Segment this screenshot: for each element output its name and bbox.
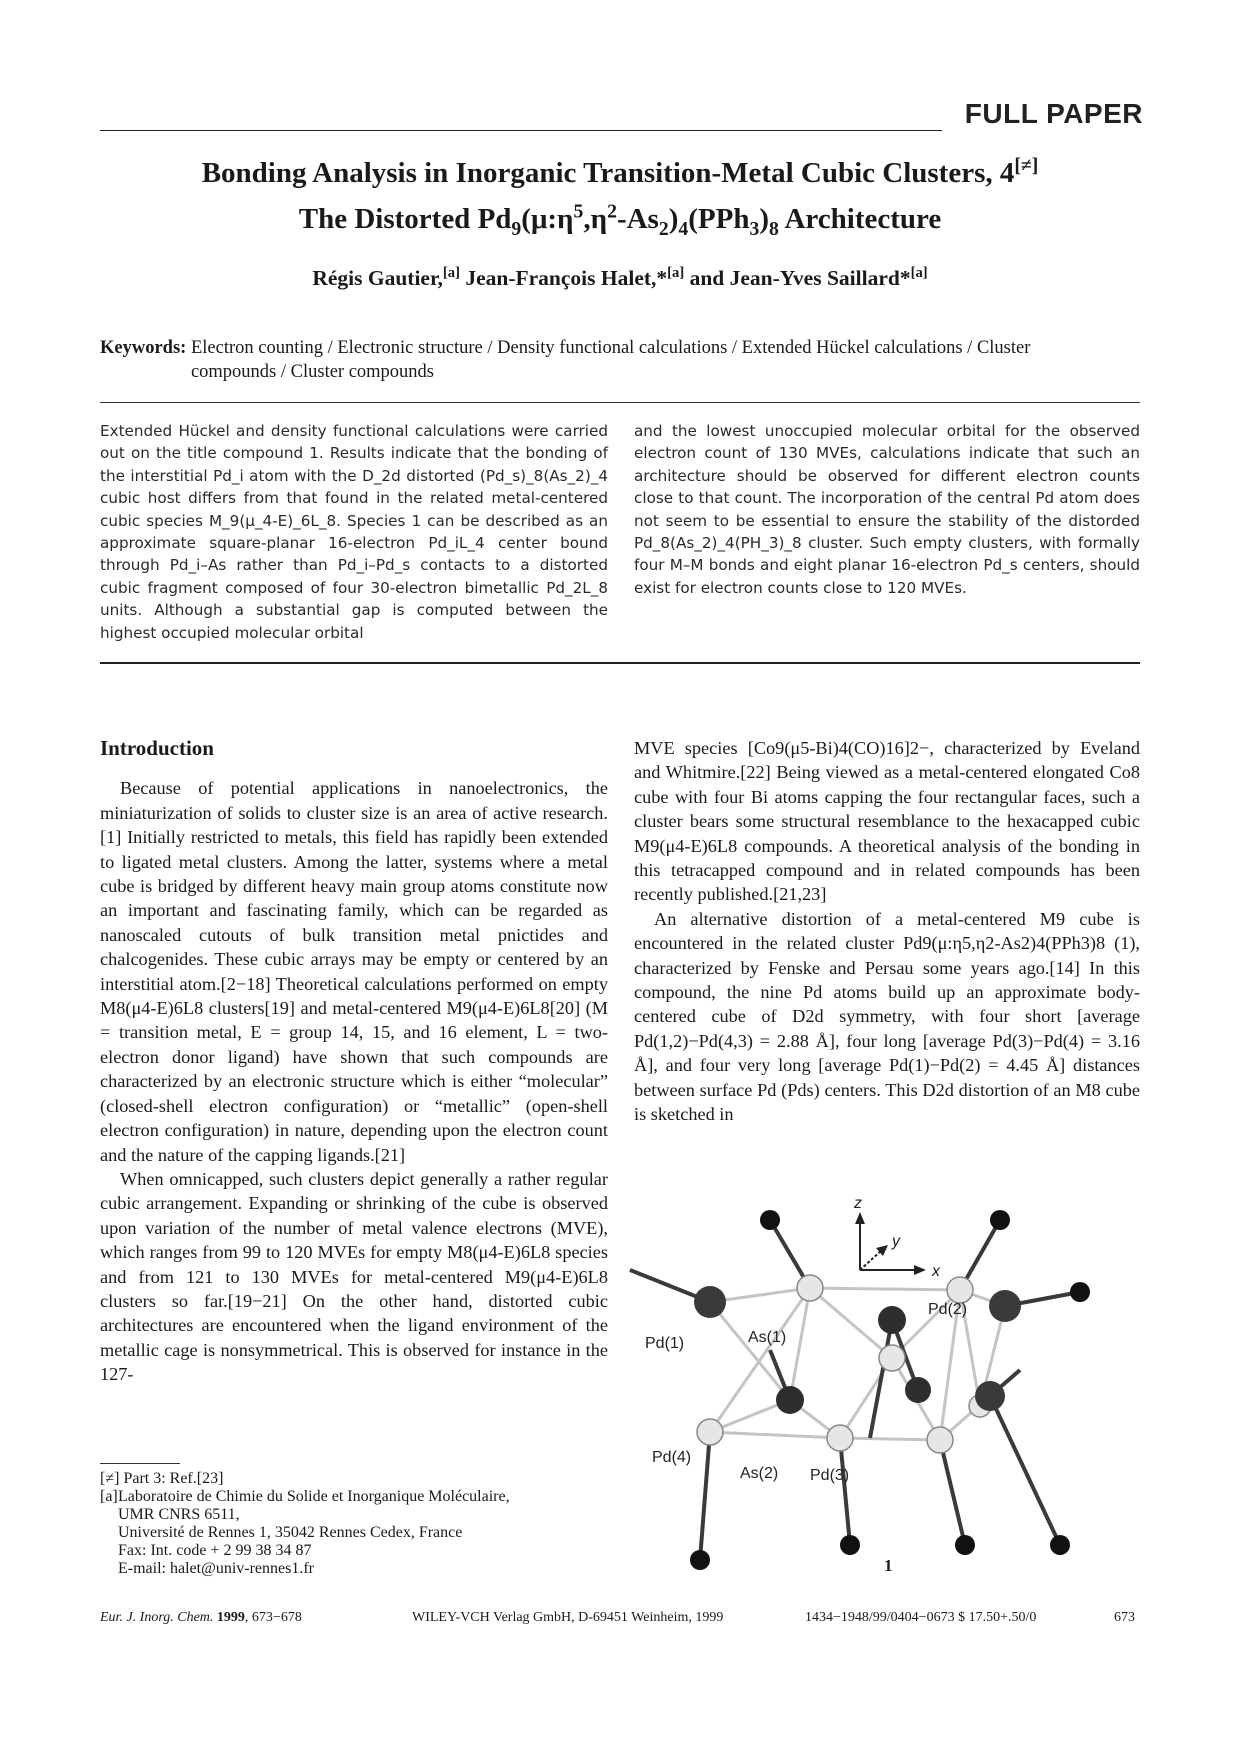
atom-label-as1: As(1) [748,1329,787,1346]
page-number: 673 [1114,1610,1135,1625]
axis-y-label: y [892,1233,900,1250]
atom-label-pd1: Pd(1) [645,1335,685,1352]
keywords [100,336,1140,384]
structure-figure [645,1190,1120,1575]
abstract-left: Extended Hückel and density functional calculations were carried out on the title compound 1. Results indicate that the bonding of the interstitial Pd_i atom with the D_2d distorted (Pd_s)_8(As_2)_4 cubic host differs from that found in the related metal-centered cubic species M_9(μ_4-E)_6L_8. Species 1 can be described as an approximate square-planar 16-electron Pd_iL_4 center bound through Pd_i–As rather than Pd_i–Pd_s contacts to a distorted cubic fragment composed of four 30-electron bimetallic Pd_2L_8 units. Although a substantial gap is computed between the highest occupied molecular orbital [100,422,608,642]
footnote-part: [≠] Part 3: Ref.[23] [100,1470,224,1487]
footnote-affiliation: [a] Laboratoire de Chimie du Solide et Inorganique Moléculaire, UMR CNRS 6511, Université de Rennes 1, 35042 Rennes Cedex, France Fax: Int. code + 2 99 38 34 87 E-mail: halet@univ-rennes1.fr [100,1488,510,1577]
intro-paragraph-4: An alternative distortion of a metal-centered M9 cube is encountered in the related cluster Pd9(μ:η5,η2-As2)4(PPh3)8 (1), characterized by Fenske and Persau some years ago.[14] In this compound, the nine Pd atoms build up an approximate body-centered cube of D2d symmetry, with four short [average Pd(1,2)−Pd(4,3) = 2.88 Å], four long [average Pd(3)−Pd(4) = 3.16 Å], and four very long [average Pd(1)−Pd(2) = 4.45 Å] distances between surface Pd (Pds) centers. This D2d distortion of an M8 cube is sketched in [634,908,1140,1125]
section-label: FULL PAPER [964,98,1143,129]
abstract-bottom-rule [100,662,1140,664]
footnote-rule [100,1463,180,1464]
keywords-text: Electron counting / Electronic structure / Density functional calculations / Extended Hückel calculations / Cluster compounds / Cluster compounds [190,338,1031,382]
atom-label-pd4: Pd(4) [652,1449,692,1466]
author-list: Régis Gautier,[a] Jean-François Halet,*[a] and Jean-Yves Saillard*[a] [312,264,928,290]
section-heading-introduction: Introduction [100,736,214,760]
title-line-2: The Distorted $Pd_9(\mu:\eta^5,\eta^2-As_2)_4(PPh_3)_8$ Architecture [298,200,942,240]
keywords-label: Keywords: [100,338,187,358]
axis-z-label: z [854,1195,862,1212]
footer-issn: 1434−1948/99/0404−0673 $ 17.50+.50/0 [805,1610,1037,1625]
body-left-column [100,736,608,1387]
atom-label-pd3: Pd(3) [810,1467,850,1484]
abstract-top-rule [100,402,1140,403]
intro-paragraph-2: When omnicapped, such clusters depict generally a rather regular cubic arrangement. Expanding or shrinking of the cube is observed upon variation of the number of metal valence electrons (MVE), which ranges from 99 to 120 MVEs for empty M8(μ4-E)6L8 species and from 121 to 130 MVEs for metal-centered M9(μ4-E)6L8 clusters so far.[19−21] On the other hand, distorted cubic architectures are encountered when the ligand environment of the metallic cage is nonsymmetrical. This is observed for instance in the 127- [100,1168,608,1385]
intro-paragraph-1: Because of potential applications in nanoelectronics, the miniaturization of solids to cluster size is an area of active research.[1] Initially restricted to metals, this field has rapidly been extended to ligated metal clusters. Among the latter, systems where a metal cube is bridged by different heavy main group atoms constitute now an important and fascinating family, which can be regarded as nanoscaled cutouts of bulk transition metal pnictides and chalcogenides. These cubic arrays may be empty or centered by an interstitial atom.[2−18] Theoretical calculations performed on empty M8(μ4-E)6L8 clusters[19] and metal-centered M9(μ4-E)6L8[20] (M = transition metal, E = group 14, 15, and 16 element, L = two-electron donor ligand) have shown that such compounds are characterized by an electronic structure which is either “molecular” (closed-shell electron configuration) or “metallic” (open-shell electron configuration) in nature, depending upon the electron count and the nature of the capping ligands.[21] [100,778,608,1165]
atom-label-as2: As(2) [740,1465,779,1482]
axis-triad [853,1195,941,1280]
intro-paragraph-3: MVE species [Co9(μ5-Bi)4(CO)16]2−, characterized by Eveland and Whitmire.[22] Being viewed as a metal-centered elongated Co8 cube with four Bi atoms capping the four rectangular faces, such a cluster bears some structural resemblance to the hexacapped cubic M9(μ4-E)6L8 compounds. A theoretical analysis of the bonding in this tetracapped compound and in related compounds has been recently published.[21,23] [634,738,1140,905]
atom-label-pd2: Pd(2) [928,1301,968,1318]
axis-x-label: x [932,1263,940,1280]
footnotes [100,1470,608,1578]
abstract-right: and the lowest unoccupied molecular orbital for the observed electron count of 130 MVEs, calculations indicate that such an architecture should be observed for different electron counts close to that count. The incorporation of the central Pd atom does not seem to be essential to ensure the stability of the distorded Pd_8(As_2)_4(PH_3)_8 cluster. Such empty clusters, with formally four M–M bonds and eight planar 16-electron Pd_s centers, should exist for electron counts close to 120 MVEs. [634,422,1140,597]
footer-citation: Eur. J. Inorg. Chem. 1999, 673−678 [100,1610,302,1625]
title-line-1: Bonding Analysis in Inorganic Transition-Metal Cubic Clusters, 4[≠] [201,154,1039,189]
figure-caption: 1 [884,1556,893,1575]
body-right-column [634,736,1140,1127]
ligand-bonds [630,1220,1080,1560]
footer-publisher: WILEY-VCH Verlag GmbH, D-69451 Weinheim, 1999 [412,1610,724,1625]
paper-title [100,150,1140,242]
atoms [690,1210,1090,1570]
header-rule [100,130,942,131]
